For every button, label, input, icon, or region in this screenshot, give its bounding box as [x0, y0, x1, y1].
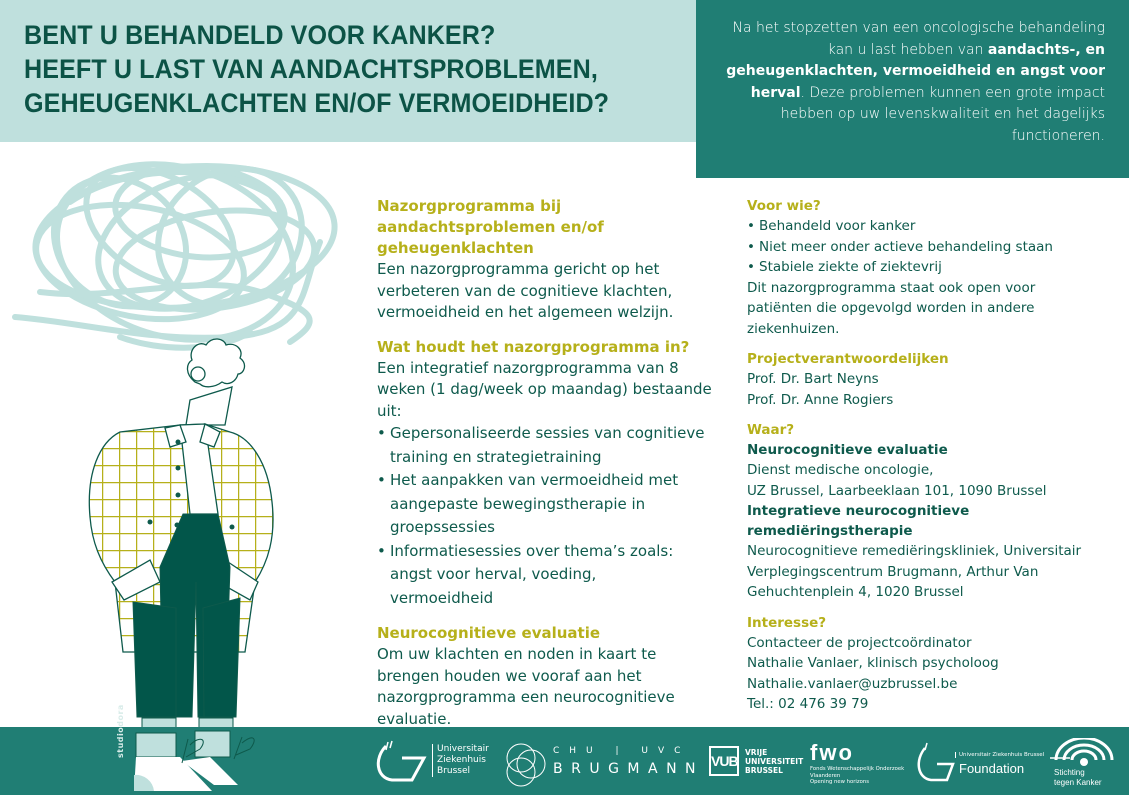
where-title: Waar?: [747, 422, 795, 438]
responsible-title: Projectverantwoordelijken: [747, 351, 949, 367]
info-column: [747, 197, 1122, 726]
foundation-big-text: Foundation: [959, 761, 1025, 776]
email-link[interactable]: Nathalie.vanlaer@uzbrussel.be: [747, 675, 958, 692]
stichting-tegen-kanker-logo[interactable]: [1050, 738, 1125, 790]
content-title: Wat houdt het nazorgprogramma in?: [377, 337, 690, 356]
signal-arcs-icon: [1050, 738, 1125, 768]
interest-title: Interesse?: [747, 614, 827, 631]
headline-line-3: GEHEUGENKLACHTEN EN/OF VERMOEIDHEID?: [24, 88, 610, 118]
responsible-section: [747, 350, 1122, 410]
headline: [24, 18, 647, 120]
responsible-name: Prof. Dr. Bart Neyns: [747, 371, 879, 387]
chu-logo-line-2: BRUGMANN: [553, 761, 705, 777]
for-whom-section: [747, 197, 1122, 339]
vub-logo-line: UNIVERSITEIT: [745, 757, 804, 766]
for-whom-item: • Niet meer onder actieve behandeling staan: [747, 237, 1122, 258]
evaluation-section: [377, 623, 732, 730]
program-column: [377, 196, 732, 743]
uz-brussel-logo[interactable]: [372, 738, 497, 784]
interest-section: [747, 614, 1122, 715]
for-whom-body: Dit nazorgprogramma staat ook open voor patiënten die opgevolgd worden in andere ziekenhuizen.: [747, 279, 1036, 337]
vub-logo[interactable]: [709, 746, 804, 782]
content-item: • Gepersonaliseerde sessies van cognitieve training en strategietraining: [377, 422, 732, 469]
uz-foundation-icon: [915, 740, 955, 786]
uz-logo-text: [432, 744, 489, 777]
headline-line-2: HEEFT U LAST VAN AANDACHTSPROBLEMEN,: [24, 54, 598, 84]
vub-logo-mark: VUB: [709, 746, 739, 776]
fwo-logo-line: Fonds Wetenschappelijk Onderzoek: [810, 766, 905, 772]
intro-bold: aandachts-, en geheugenklachten, vermoeidheid en angst voor herval: [726, 41, 1105, 101]
fwo-logo-mark: fwo: [810, 740, 854, 765]
vub-logo-text: [745, 748, 803, 775]
for-whom-item: • Stabiele ziekte of ziektevrij: [747, 257, 1122, 278]
program-body: Een nazorgprogramma gericht op het verbeteren van de cognitieve klachten, vermoeidheid en het algemeen welzijn.: [377, 260, 674, 321]
stk-logo-line: tegen Kanker: [1054, 778, 1102, 787]
program-title: Nazorgprogramma bij aandachtsproblemen en/of geheugenklachten: [377, 197, 604, 257]
stk-logo-line: Stichting: [1054, 768, 1085, 777]
location-1-line: UZ Brussel, Laarbeeklaan 101, 1090 Brussel: [747, 482, 1047, 499]
content-list: [377, 422, 732, 610]
vub-logo-line: BRUSSEL: [745, 766, 783, 775]
evaluation-body: Om uw klachten en noden in kaart te brengen houden we vooraf aan het nazorgprogramma een neurocognitieve evaluatie.: [377, 645, 675, 728]
location-1-line: Dienst medische oncologie,: [747, 462, 934, 478]
chu-brugmann-logo[interactable]: [503, 742, 705, 788]
evaluation-title: Neurocognitieve evaluatie: [377, 624, 601, 642]
fwo-logo-text: [810, 766, 904, 786]
fwo-logo-line: Vlaanderen: [810, 772, 841, 779]
responsible-name: Prof. Dr. Anne Rogiers: [747, 391, 894, 408]
chu-logo-line-1: CHU | UVC: [553, 746, 691, 756]
vub-logo-line: VRIJE: [745, 748, 768, 757]
fwo-logo[interactable]: [810, 742, 905, 790]
rings-icon: [503, 742, 549, 788]
intro-part-1: Na het stopzetten van een oncologische behandeling kan u last hebben van: [732, 20, 1105, 58]
uz-logo-icon: [372, 738, 428, 784]
stk-logo-text: [1054, 768, 1102, 788]
for-whom-title: Voor wie?: [747, 198, 821, 214]
headline-line-1: BENT U BEHANDELD VOOR KANKER?: [24, 20, 496, 50]
content-section: [377, 337, 732, 611]
phone-number[interactable]: Tel.: 02 476 39 79: [747, 696, 869, 712]
studio-credit: studiodora: [116, 704, 125, 758]
interest-contact: Contacteer de projectcoördinator: [747, 634, 972, 651]
uz-logo-line: Brussel: [437, 766, 470, 776]
uz-foundation-logo[interactable]: [915, 740, 1045, 786]
where-section: [747, 421, 1122, 603]
program-section: [377, 196, 732, 324]
location-2-line: Neurocognitieve remediëringskliniek, Universitair: [747, 543, 1082, 559]
uz-logo-line: Universitair: [437, 744, 489, 754]
fwo-logo-line: Opening new horizons: [810, 779, 870, 786]
shoes-icon: [130, 727, 270, 795]
interest-person: Nathalie Vanlaer, klinisch psycholoog: [747, 655, 999, 671]
location-2-line: Verplegingscentrum Brugmann, Arthur Van: [747, 563, 1039, 580]
for-whom-list: [747, 216, 1122, 278]
head-icon: [186, 339, 244, 425]
content-item: • Informatiesessies over thema’s zoals: angst voor herval, voeding, vermoeidheid: [377, 540, 677, 611]
content-item: • Het aanpakken van vermoeidheid met aangepaste bewegingstherapie in groepssessies: [377, 469, 697, 540]
illustration-person-with-tangled-thoughts: [0, 142, 370, 742]
intro-part-2: . Deze problemen kunnen een grote impact hebben op uw levenskwaliteit en het dagelijks functioneren.: [780, 84, 1105, 144]
intro-box: [696, 0, 1129, 178]
thought-scribble-icon: [15, 142, 341, 365]
foundation-small-text: Universitair Ziekenhuis Brussel: [955, 752, 1044, 758]
for-whom-item: • Behandeld voor kanker: [747, 216, 1122, 237]
location-1-title: Neurocognitieve evaluatie: [747, 442, 948, 458]
intro-text: [705, 18, 1105, 147]
uz-logo-line: Ziekenhuis: [437, 755, 486, 765]
location-2-title: Integratieve neurocognitieve remediëringstherapie: [747, 503, 970, 539]
location-2-line: Gehuchtenplein 4, 1020 Brussel: [747, 584, 964, 600]
content-body: Een integratief nazorgprogramma van 8 weken (1 dag/week op maandag) bestaande uit:: [377, 358, 712, 420]
